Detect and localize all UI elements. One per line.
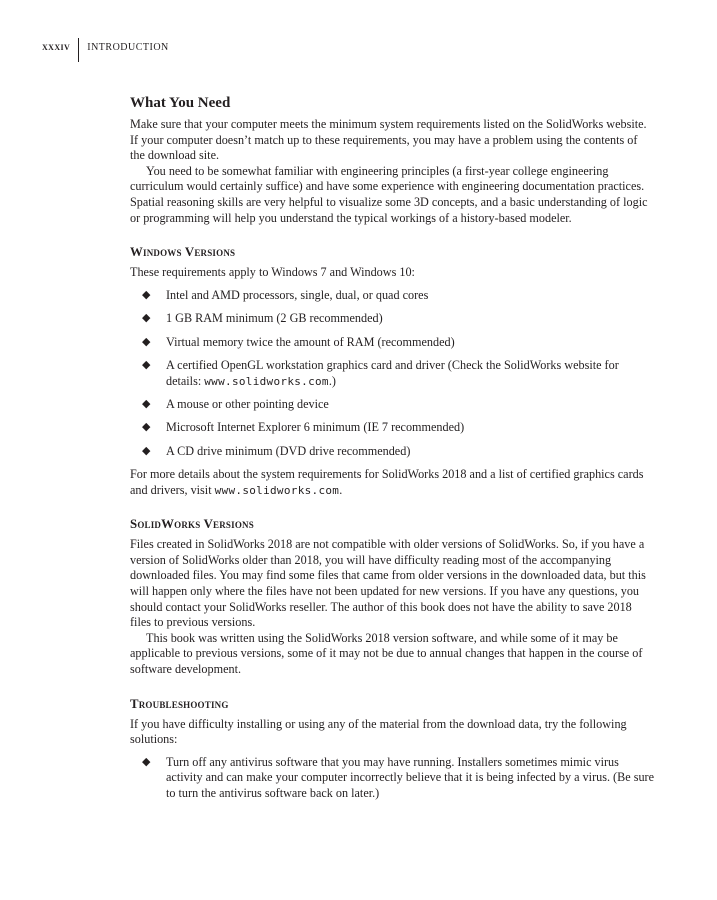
windows-requirements-list: [130, 288, 655, 460]
running-header: [42, 38, 169, 62]
diamond-bullet-icon: ◆: [142, 358, 151, 371]
page-number: xxxiv: [42, 41, 71, 53]
list-item: ◆ Microsoft Internet Explorer 6 minimum (IE 7 recommended): [142, 420, 465, 435]
paragraph: Files created in SolidWorks 2018 are not compatible with older versions of SolidWorks. So, if you have a version of SolidWorks older than 2018, you will have difficulty reading most of the accompanying downloaded files. You may find some files that came from older versions in the downloaded data, but this will happen only where the files have not been updated for new versions. If you have any questions, you should contact your SolidWorks reseller. The author of this book does not have the ability to save 2018 files to previous versions.: [130, 537, 646, 630]
list-item: ◆ A CD drive minimum (DVD drive recommended): [142, 443, 411, 458]
paragraph: If you have difficulty installing or using any of the material from the download data, try the following solutions:: [130, 716, 627, 747]
troubleshooting-list: [130, 755, 655, 802]
diamond-bullet-icon: ◆: [142, 444, 151, 457]
running-title: INTRODUCTION: [87, 42, 169, 53]
heading-solidworks-versions: SolidWorks Versions: [130, 517, 254, 532]
diamond-bullet-icon: ◆: [142, 397, 151, 410]
paragraph: You need to be somewhat familiar with engineering principles (a first-year college engineering curriculum would certainly suffice) and have some experience with engineering documentation practices. Spatial reasoning skills are very helpful to visualize some 3D concepts, and a basic understanding of logic or programming will help you understand the typical workings of a history-based modeler.: [130, 163, 648, 225]
list-item: ◆ Intel and AMD processors, single, dual, or quad cores: [142, 287, 429, 302]
diamond-bullet-icon: ◆: [142, 335, 151, 348]
diamond-bullet-icon: ◆: [142, 288, 151, 301]
list-item: ◆ 1 GB RAM minimum (2 GB recommended): [142, 311, 383, 326]
paragraph: This book was written using the SolidWorks 2018 version software, and while some of it may be applicable to previous versions, some of it may not be due to annual changes that happen in the course of software development.: [130, 630, 643, 677]
diamond-bullet-icon: ◆: [142, 421, 151, 434]
heading-windows-versions: Windows Versions: [130, 245, 236, 260]
diamond-bullet-icon: ◆: [142, 755, 151, 768]
list-item: ◆ Turn off any antivirus software that you may have running. Installers sometimes mimic virus activity and can make your computer incorrectly believe that it is being infected by a virus. (Be sure to turn the antivirus software back on later.): [142, 754, 655, 800]
paragraph: These requirements apply to Windows 7 and Windows 10:: [130, 265, 415, 280]
page-content: [130, 94, 655, 809]
paragraph: For more details about the system requirements for SolidWorks 2018 and a list of certified graphics cards and drivers, visit www.solidworks.com.: [130, 467, 644, 497]
solidworks-url: www.solidworks.com: [204, 374, 329, 388]
diamond-bullet-icon: ◆: [142, 312, 151, 325]
section-title-what-you-need: What You Need: [130, 95, 231, 111]
list-item: ◆ A mouse or other pointing device: [142, 396, 329, 411]
solidworks-url: www.solidworks.com: [214, 483, 340, 497]
list-item: ◆ A certified OpenGL workstation graphics card and driver (Check the SolidWorks website for details: www.solidworks.com.): [142, 357, 619, 388]
paragraph: Make sure that your computer meets the minimum system requirements listed on the SolidWorks website. If your computer doesn’t match up to these requirements, you may have a problem using the contents of the download site.: [130, 117, 647, 163]
heading-troubleshooting: Troubleshooting: [130, 696, 229, 711]
list-item: ◆ Virtual memory twice the amount of RAM (recommended): [142, 334, 455, 349]
header-divider: [78, 38, 79, 62]
